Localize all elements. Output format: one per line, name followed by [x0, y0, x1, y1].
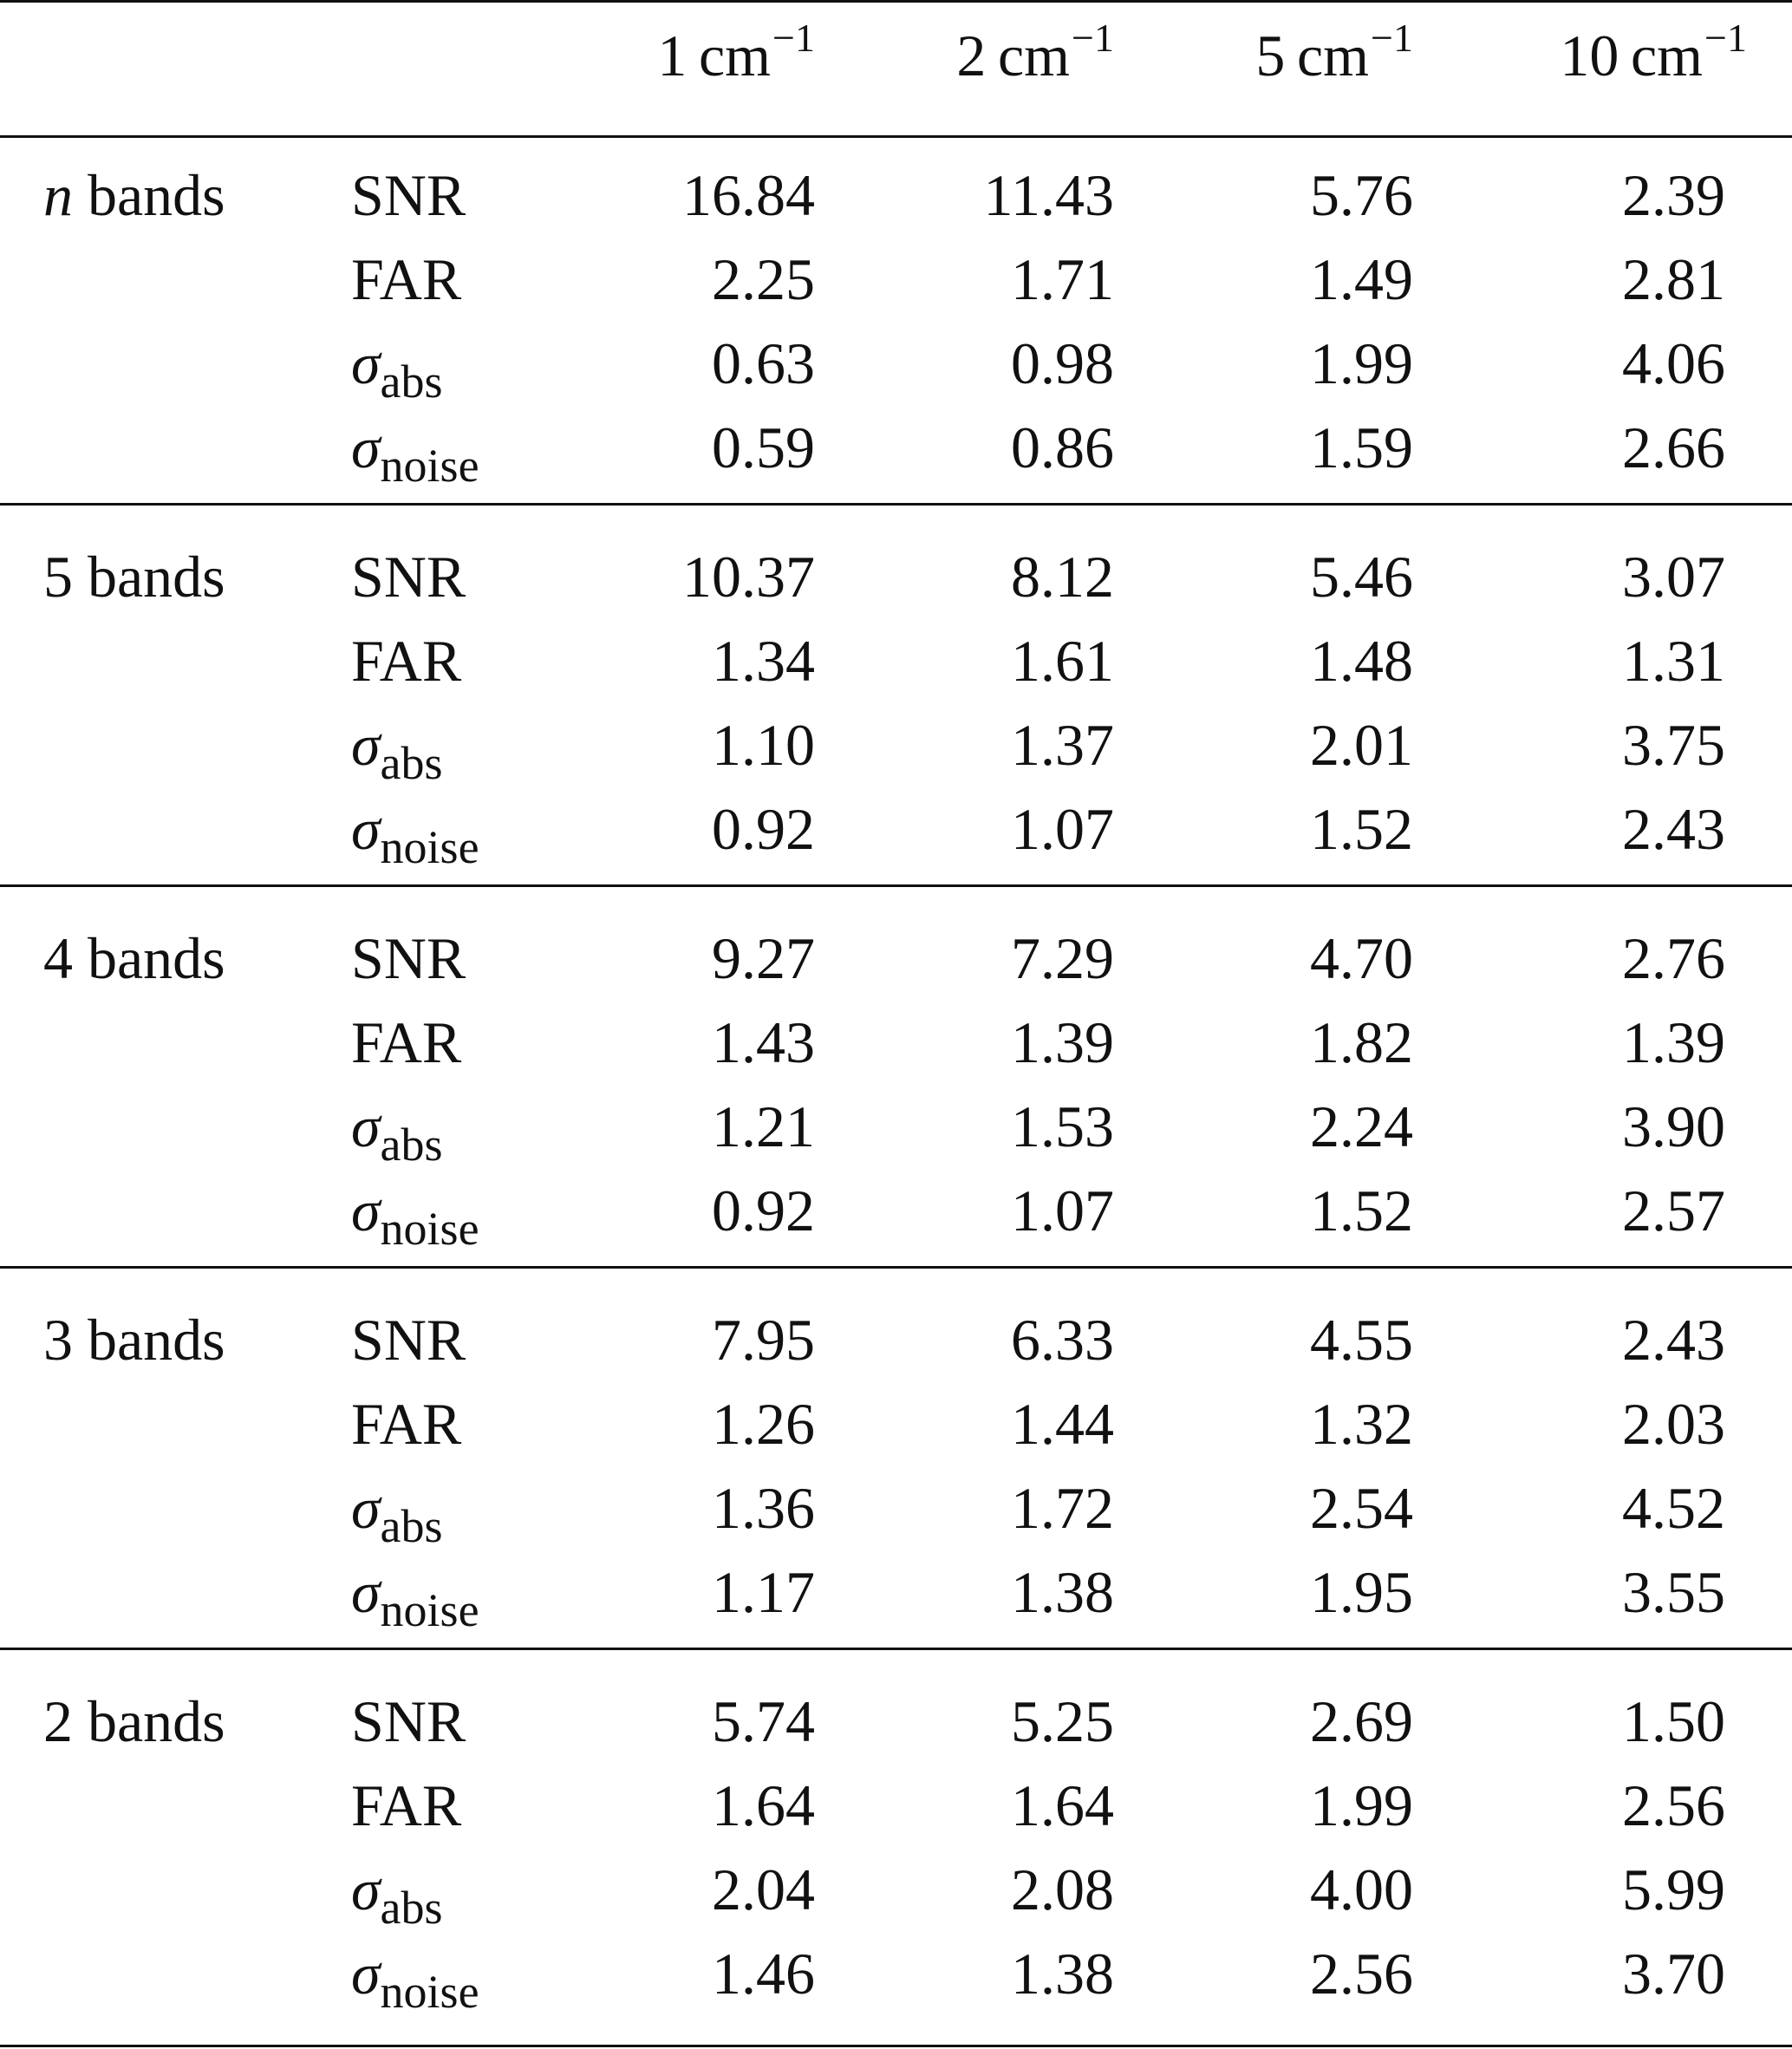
value-cell: 1.95	[1310, 1559, 1413, 1625]
metric-label: SNR	[351, 162, 466, 228]
value-cell: 2.04	[712, 1856, 815, 1922]
value-cell: 4.55	[1310, 1307, 1413, 1373]
value-cell: 1.53	[1011, 1093, 1114, 1159]
sigma-symbol: σ	[351, 796, 381, 862]
sigma-symbol: σ	[351, 1093, 381, 1159]
value-cell: 6.33	[1011, 1307, 1114, 1373]
value-cell: 1.32	[1310, 1391, 1413, 1457]
col-header-2-value: 2	[956, 23, 987, 88]
value-cell: 3.55	[1622, 1559, 1725, 1625]
sigma-symbol: σ	[351, 1941, 381, 2007]
value-cell: 4.06	[1622, 330, 1725, 396]
value-cell: 16.84	[682, 162, 815, 228]
value-cell: 1.99	[1310, 1772, 1413, 1838]
value-cell: 0.92	[712, 796, 815, 862]
value-cell: 1.21	[712, 1093, 815, 1159]
sigma-symbol: σ	[351, 1559, 381, 1625]
sigma-subscript: noise	[380, 1203, 479, 1255]
value-cell: 3.07	[1622, 544, 1725, 610]
metric-label	[351, 1850, 443, 1933]
col-header-2-unit: cm	[997, 23, 1071, 88]
col-header-2-exp: −1	[1072, 16, 1114, 60]
value-cell: 0.92	[712, 1178, 815, 1243]
value-cell: 0.98	[1011, 330, 1114, 396]
metric-label: SNR	[351, 1688, 466, 1754]
group-label-text: 4 bands	[43, 925, 225, 991]
value-cell: 1.48	[1310, 628, 1413, 694]
sigma-symbol: σ	[351, 330, 381, 396]
value-cell: 2.43	[1622, 1307, 1725, 1373]
bottom-rule	[0, 2045, 1792, 2047]
value-cell: 1.64	[712, 1772, 815, 1838]
sigma-subscript: abs	[380, 737, 443, 789]
value-cell: 11.43	[983, 162, 1114, 228]
value-cell: 1.38	[1011, 1941, 1114, 2007]
value-cell: 10.37	[682, 544, 815, 610]
col-header-4-unit: cm	[1630, 23, 1704, 88]
value-cell: 4.00	[1310, 1856, 1413, 1922]
col-header-4	[1487, 12, 1747, 106]
group-label-text: 5 bands	[43, 544, 225, 610]
value-cell: 5.25	[1011, 1688, 1114, 1754]
sigma-subscript: abs	[380, 356, 443, 408]
value-cell: 4.52	[1622, 1475, 1725, 1541]
group-label	[43, 156, 225, 234]
metric-label	[351, 790, 479, 872]
group-separator-rule	[0, 1266, 1792, 1269]
sigma-subscript: noise	[380, 1584, 479, 1636]
group-separator-rule	[0, 503, 1792, 506]
sigma-symbol: σ	[351, 414, 381, 480]
group-label	[43, 1682, 225, 1760]
value-cell: 1.36	[712, 1475, 815, 1541]
value-cell: 2.43	[1622, 796, 1725, 862]
metric-label	[351, 1171, 479, 1254]
metric-label: FAR	[351, 1009, 462, 1075]
col-header-1	[555, 12, 815, 106]
value-cell: 2.25	[712, 246, 815, 312]
col-header-1-exp: −1	[772, 16, 815, 60]
value-cell: 2.66	[1622, 414, 1725, 480]
value-cell: 1.07	[1011, 1178, 1114, 1243]
sigma-subscript: abs	[380, 1882, 443, 1934]
value-cell: 0.63	[712, 330, 815, 396]
metric-label	[351, 324, 443, 407]
value-cell: 4.70	[1310, 925, 1413, 991]
col-header-3	[1153, 12, 1413, 106]
sigma-subscript: noise	[380, 1966, 479, 2018]
col-header-2	[854, 12, 1114, 106]
value-cell: 1.38	[1011, 1559, 1114, 1625]
value-cell: 0.59	[712, 414, 815, 480]
metric-label: FAR	[351, 246, 462, 312]
value-cell: 7.29	[1011, 925, 1114, 991]
group-label-text: 2 bands	[43, 1688, 225, 1754]
sigma-subscript: noise	[380, 821, 479, 873]
value-cell: 5.74	[712, 1688, 815, 1754]
value-cell: 1.37	[1011, 712, 1114, 778]
value-cell: 3.75	[1622, 712, 1725, 778]
value-cell: 1.31	[1622, 628, 1725, 694]
value-cell: 1.82	[1310, 1009, 1413, 1075]
group-label-italic: n	[43, 162, 73, 228]
group-label-text: 3 bands	[43, 1307, 225, 1373]
value-cell: 2.81	[1622, 246, 1725, 312]
value-cell: 1.46	[712, 1941, 815, 2007]
value-cell: 1.99	[1310, 330, 1413, 396]
value-cell: 1.49	[1310, 246, 1413, 312]
value-cell: 1.61	[1011, 628, 1114, 694]
value-cell: 9.27	[712, 925, 815, 991]
sigma-symbol: σ	[351, 1856, 381, 1922]
value-cell: 2.03	[1622, 1391, 1725, 1457]
value-cell: 3.90	[1622, 1093, 1725, 1159]
value-cell: 1.52	[1310, 1178, 1413, 1243]
value-cell: 1.44	[1011, 1391, 1114, 1457]
metric-label: FAR	[351, 628, 462, 694]
group-label	[43, 538, 225, 616]
sigma-symbol: σ	[351, 1178, 381, 1243]
value-cell: 1.71	[1011, 246, 1114, 312]
metric-label	[351, 706, 443, 788]
value-cell: 1.72	[1011, 1475, 1114, 1541]
value-cell: 1.17	[712, 1559, 815, 1625]
metric-label	[351, 1935, 479, 2017]
value-cell: 2.08	[1011, 1856, 1114, 1922]
value-cell: 8.12	[1011, 544, 1114, 610]
value-cell: 1.59	[1310, 414, 1413, 480]
col-header-3-exp: −1	[1371, 16, 1413, 60]
sigma-subscript: abs	[380, 1119, 443, 1171]
value-cell: 3.70	[1622, 1941, 1725, 2007]
value-cell: 1.52	[1310, 796, 1413, 862]
col-header-1-unit: cm	[698, 23, 772, 88]
value-cell: 2.57	[1622, 1178, 1725, 1243]
value-cell: 2.76	[1622, 925, 1725, 991]
metric-label: SNR	[351, 925, 466, 991]
value-cell: 0.86	[1011, 414, 1114, 480]
col-header-4-value: 10	[1560, 23, 1619, 88]
metric-label: FAR	[351, 1772, 462, 1838]
sigma-symbol: σ	[351, 1475, 381, 1541]
metric-label	[351, 1469, 443, 1551]
value-cell: 2.24	[1310, 1093, 1413, 1159]
value-cell: 5.46	[1310, 544, 1413, 610]
value-cell: 1.26	[712, 1391, 815, 1457]
group-label-text: bands	[73, 162, 225, 228]
group-separator-rule	[0, 884, 1792, 887]
value-cell: 2.56	[1622, 1772, 1725, 1838]
value-cell: 1.64	[1011, 1772, 1114, 1838]
value-cell: 2.01	[1310, 712, 1413, 778]
metric-label: SNR	[351, 1307, 466, 1373]
col-header-3-unit: cm	[1296, 23, 1370, 88]
sigma-subscript: abs	[380, 1500, 443, 1552]
metric-label	[351, 408, 479, 491]
metric-label: FAR	[351, 1391, 462, 1457]
sigma-symbol: σ	[351, 712, 381, 778]
value-cell: 1.07	[1011, 796, 1114, 862]
value-cell: 5.76	[1310, 162, 1413, 228]
metric-label: SNR	[351, 544, 466, 610]
metric-label	[351, 1087, 443, 1170]
value-cell: 2.56	[1310, 1941, 1413, 2007]
group-label	[43, 919, 225, 997]
value-cell: 1.34	[712, 628, 815, 694]
value-cell: 2.54	[1310, 1475, 1413, 1541]
value-cell: 1.10	[712, 712, 815, 778]
value-cell: 7.95	[712, 1307, 815, 1373]
top-rule	[0, 0, 1792, 3]
value-cell: 2.69	[1310, 1688, 1413, 1754]
sigma-subscript: noise	[380, 440, 479, 492]
value-cell: 1.39	[1011, 1009, 1114, 1075]
value-cell: 1.39	[1622, 1009, 1725, 1075]
value-cell: 1.50	[1622, 1688, 1725, 1754]
col-header-1-value: 1	[657, 23, 687, 88]
metric-label	[351, 1553, 479, 1635]
value-cell: 2.39	[1622, 162, 1725, 228]
value-cell: 1.43	[712, 1009, 815, 1075]
header-rule	[0, 135, 1792, 138]
col-header-4-exp: −1	[1704, 16, 1747, 60]
value-cell: 5.99	[1622, 1856, 1725, 1922]
group-separator-rule	[0, 1648, 1792, 1650]
col-header-3-value: 5	[1255, 23, 1286, 88]
group-label	[43, 1301, 225, 1379]
